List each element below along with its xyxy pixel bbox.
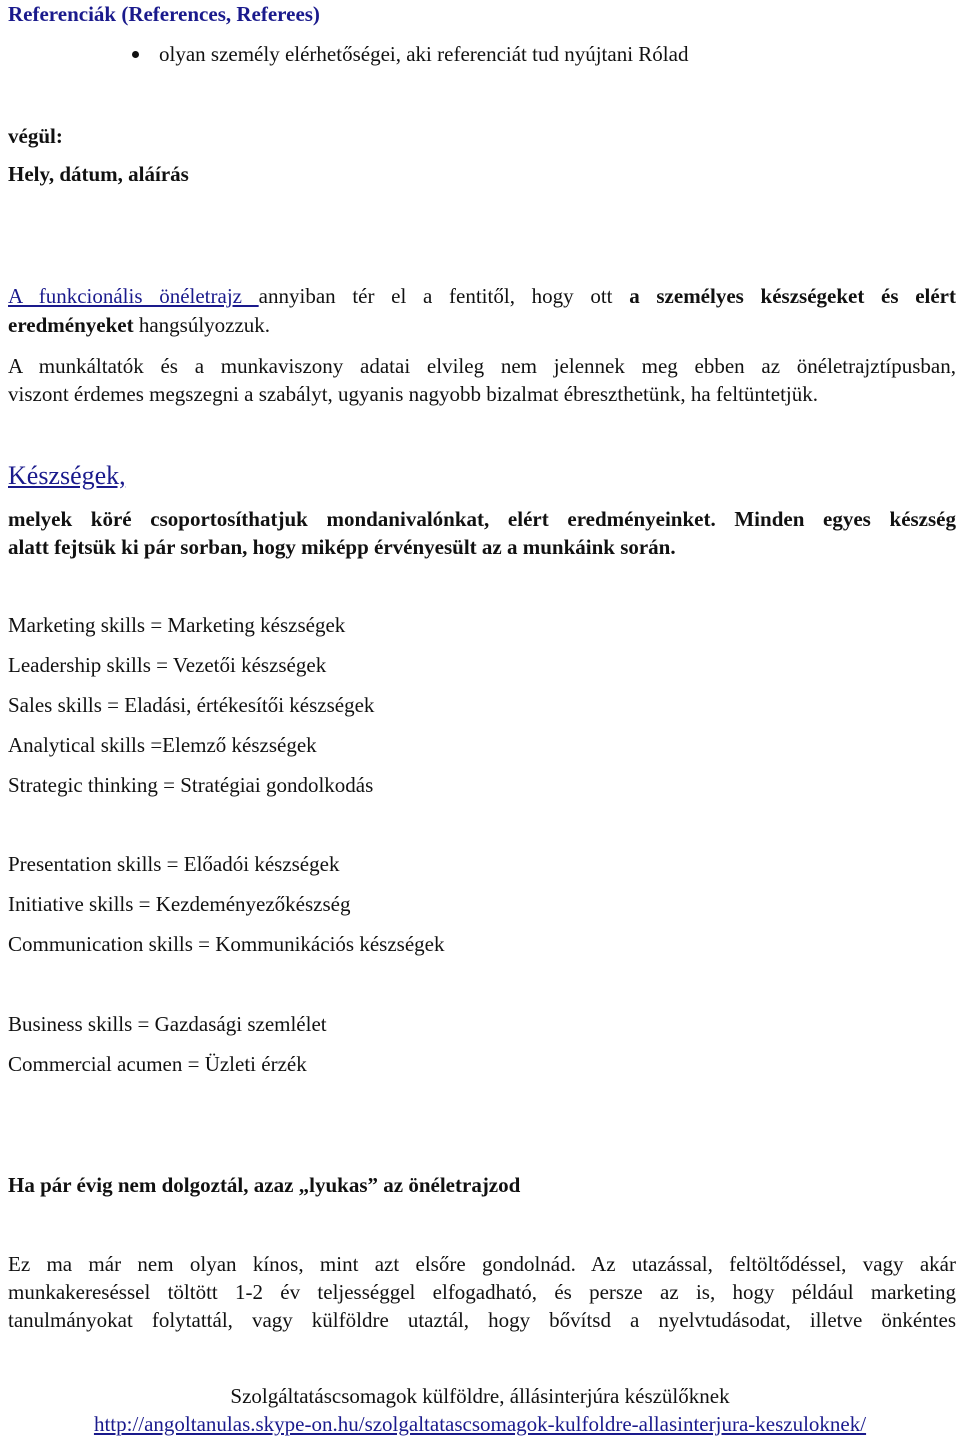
gap-line1: Ez ma már nem olyan kínos, mint azt elsőre gondolnád. Az utazással, feltöltődéssel, vagy akár (8, 1252, 956, 1276)
gap-heading: Ha pár évig nem dolgoztál, azaz „lyukas” az önéletrajzod (8, 1173, 521, 1197)
gap-line3: tanulmányokat folytattál, vagy külföldre utaztál, hogy bővítsd a nyelvtudásodat, illetve önkéntes (8, 1308, 956, 1332)
skill-item: Leadership skills = Vezetői készségek (8, 653, 327, 677)
bullet-dot-icon (132, 51, 139, 58)
footer-link-row (0, 1410, 960, 1438)
skills-heading (8, 462, 956, 491)
skill-item: Business skills = Gazdasági szemlélet (8, 1012, 327, 1036)
skill-item: Initiative skills = Kezdeményezőkészség (8, 892, 351, 916)
functional-bold2: eredményeket (8, 313, 134, 337)
functional-bold1: a személyes készségeket és elért (629, 284, 956, 308)
functional-text1: annyiban tér el a fentitől, hogy ott (258, 284, 630, 308)
skill-item: Commercial acumen = Üzleti érzék (8, 1052, 307, 1076)
skills-intro-line2: alatt fejtsük ki pár sorban, hogy miképp érvényesült az a munkáink során. (8, 535, 676, 559)
finally-text: Hely, dátum, aláírás (8, 162, 189, 186)
functional-cv-link[interactable]: A funkcionális önéletrajz (8, 284, 259, 308)
functional-paragraph-line2 (8, 311, 956, 339)
employers-line1: A munkáltatók és a munkaviszony adatai elvileg nem jelennek meg ebben az önéletrajztípusban, (8, 354, 956, 378)
functional-text2: hangsúlyozzuk. (133, 313, 271, 337)
skill-item: Analytical skills =Elemző készségek (8, 733, 317, 757)
skill-item: Presentation skills = Előadói készségek (8, 852, 340, 876)
gap-line2: munkakereséssel töltött 1-2 év teljességgel elfogadható, és persze az is, hogy például marketing (8, 1280, 956, 1304)
footer-title: Szolgáltatáscsomagok külföldre, állásinterjúra készülőknek (230, 1384, 730, 1408)
skill-item: Strategic thinking = Stratégiai gondolkodás (8, 773, 374, 797)
footer-url-link[interactable]: http://angoltanulas.skype-on.hu/szolgaltatascsomagok-kulfoldre-allasinterjura-keszuloknek/ (93, 1412, 867, 1436)
finally-label: végül: (8, 124, 63, 148)
skill-item: Sales skills = Eladási, értékesítői készségek (8, 693, 375, 717)
skills-intro-line1: melyek köré csoportosíthatjuk mondanivalónkat, elért eredményeinket. Minden egyes készség (8, 507, 956, 531)
references-bullet (132, 40, 688, 68)
references-heading: Referenciák (References, Referees) (8, 2, 320, 26)
skill-item: Communication skills = Kommunikációs készségek (8, 932, 445, 956)
skill-item: Marketing skills = Marketing készségek (8, 613, 346, 637)
references-bullet-text: olyan személy elérhetőségei, aki referenciát tud nyújtani Rólad (159, 42, 689, 66)
skills-heading-link[interactable]: Készségek, (8, 461, 126, 490)
employers-line2: viszont érdemes megszegni a szabályt, ugyanis nagyobb bizalmat ébreszthetünk, ha feltüntetjük. (8, 382, 818, 406)
functional-paragraph (8, 282, 956, 310)
